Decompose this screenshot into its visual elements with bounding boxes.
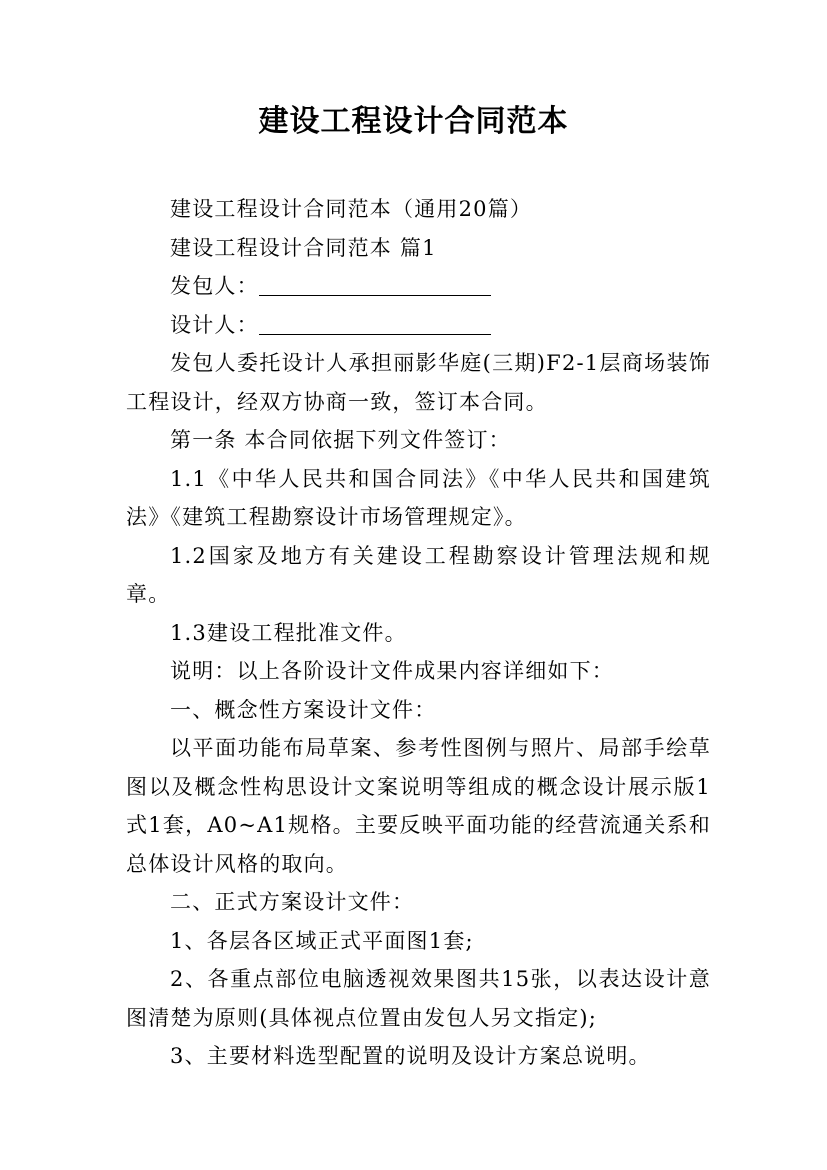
designer-blank bbox=[259, 310, 491, 335]
intro-paragraph: 发包人委托设计人承担丽影华庭(三期)F2-1层商场装饰工程设计，经双方协商一致，签订本合同。 bbox=[126, 351, 711, 414]
item-1-3: 1.3建设工程批准文件。 bbox=[170, 620, 407, 645]
section-two-item2: 2、各重点部位电脑透视效果图共15张，以表达设计意图清楚为原则(具体视点位置由发包人另文指定); bbox=[126, 967, 711, 1030]
designer-label: 设计人： bbox=[170, 312, 259, 337]
employer-blank bbox=[259, 271, 491, 296]
employer-line bbox=[126, 267, 711, 306]
subtitle: 建设工程设计合同范本（通用20篇） bbox=[170, 197, 533, 221]
document-body bbox=[126, 190, 711, 1076]
designer-line bbox=[126, 306, 711, 345]
explanation: 说明：以上各阶设计文件成果内容详细如下： bbox=[170, 659, 614, 683]
article1-heading: 第一条 本合同依据下列文件签订： bbox=[170, 428, 511, 452]
section-two-item1: 1、各层各区域正式平面图1套; bbox=[170, 928, 474, 953]
employer-label: 发包人： bbox=[170, 274, 259, 298]
document-title: 建设工程设计合同范本 bbox=[258, 104, 569, 139]
part-heading: 建设工程设计合同范本 篇1 bbox=[170, 235, 437, 260]
section-one-heading: 一、概念性方案设计文件： bbox=[170, 697, 437, 722]
item-1-2: 1.2国家及地方有关建设工程勘察设计管理法规和规章。 bbox=[126, 543, 711, 606]
item-1-1: 1.1《中华人民共和国合同法》《中华人民共和国建筑法》《建筑工程勘察设计市场管理规定》。 bbox=[126, 466, 711, 529]
section-one-text: 以平面功能布局草案、参考性图例与照片、局部手绘草图以及概念性构思设计文案说明等组成的概念设计展示版1式1套，A0~A1规格。主要反映平面功能的经营流通关系和总体设计风格的取向。 bbox=[126, 736, 711, 876]
section-two-item3: 3、主要材料选型配置的说明及设计方案总说明。 bbox=[170, 1044, 651, 1068]
section-two-heading: 二、正式方案设计文件： bbox=[170, 890, 415, 914]
